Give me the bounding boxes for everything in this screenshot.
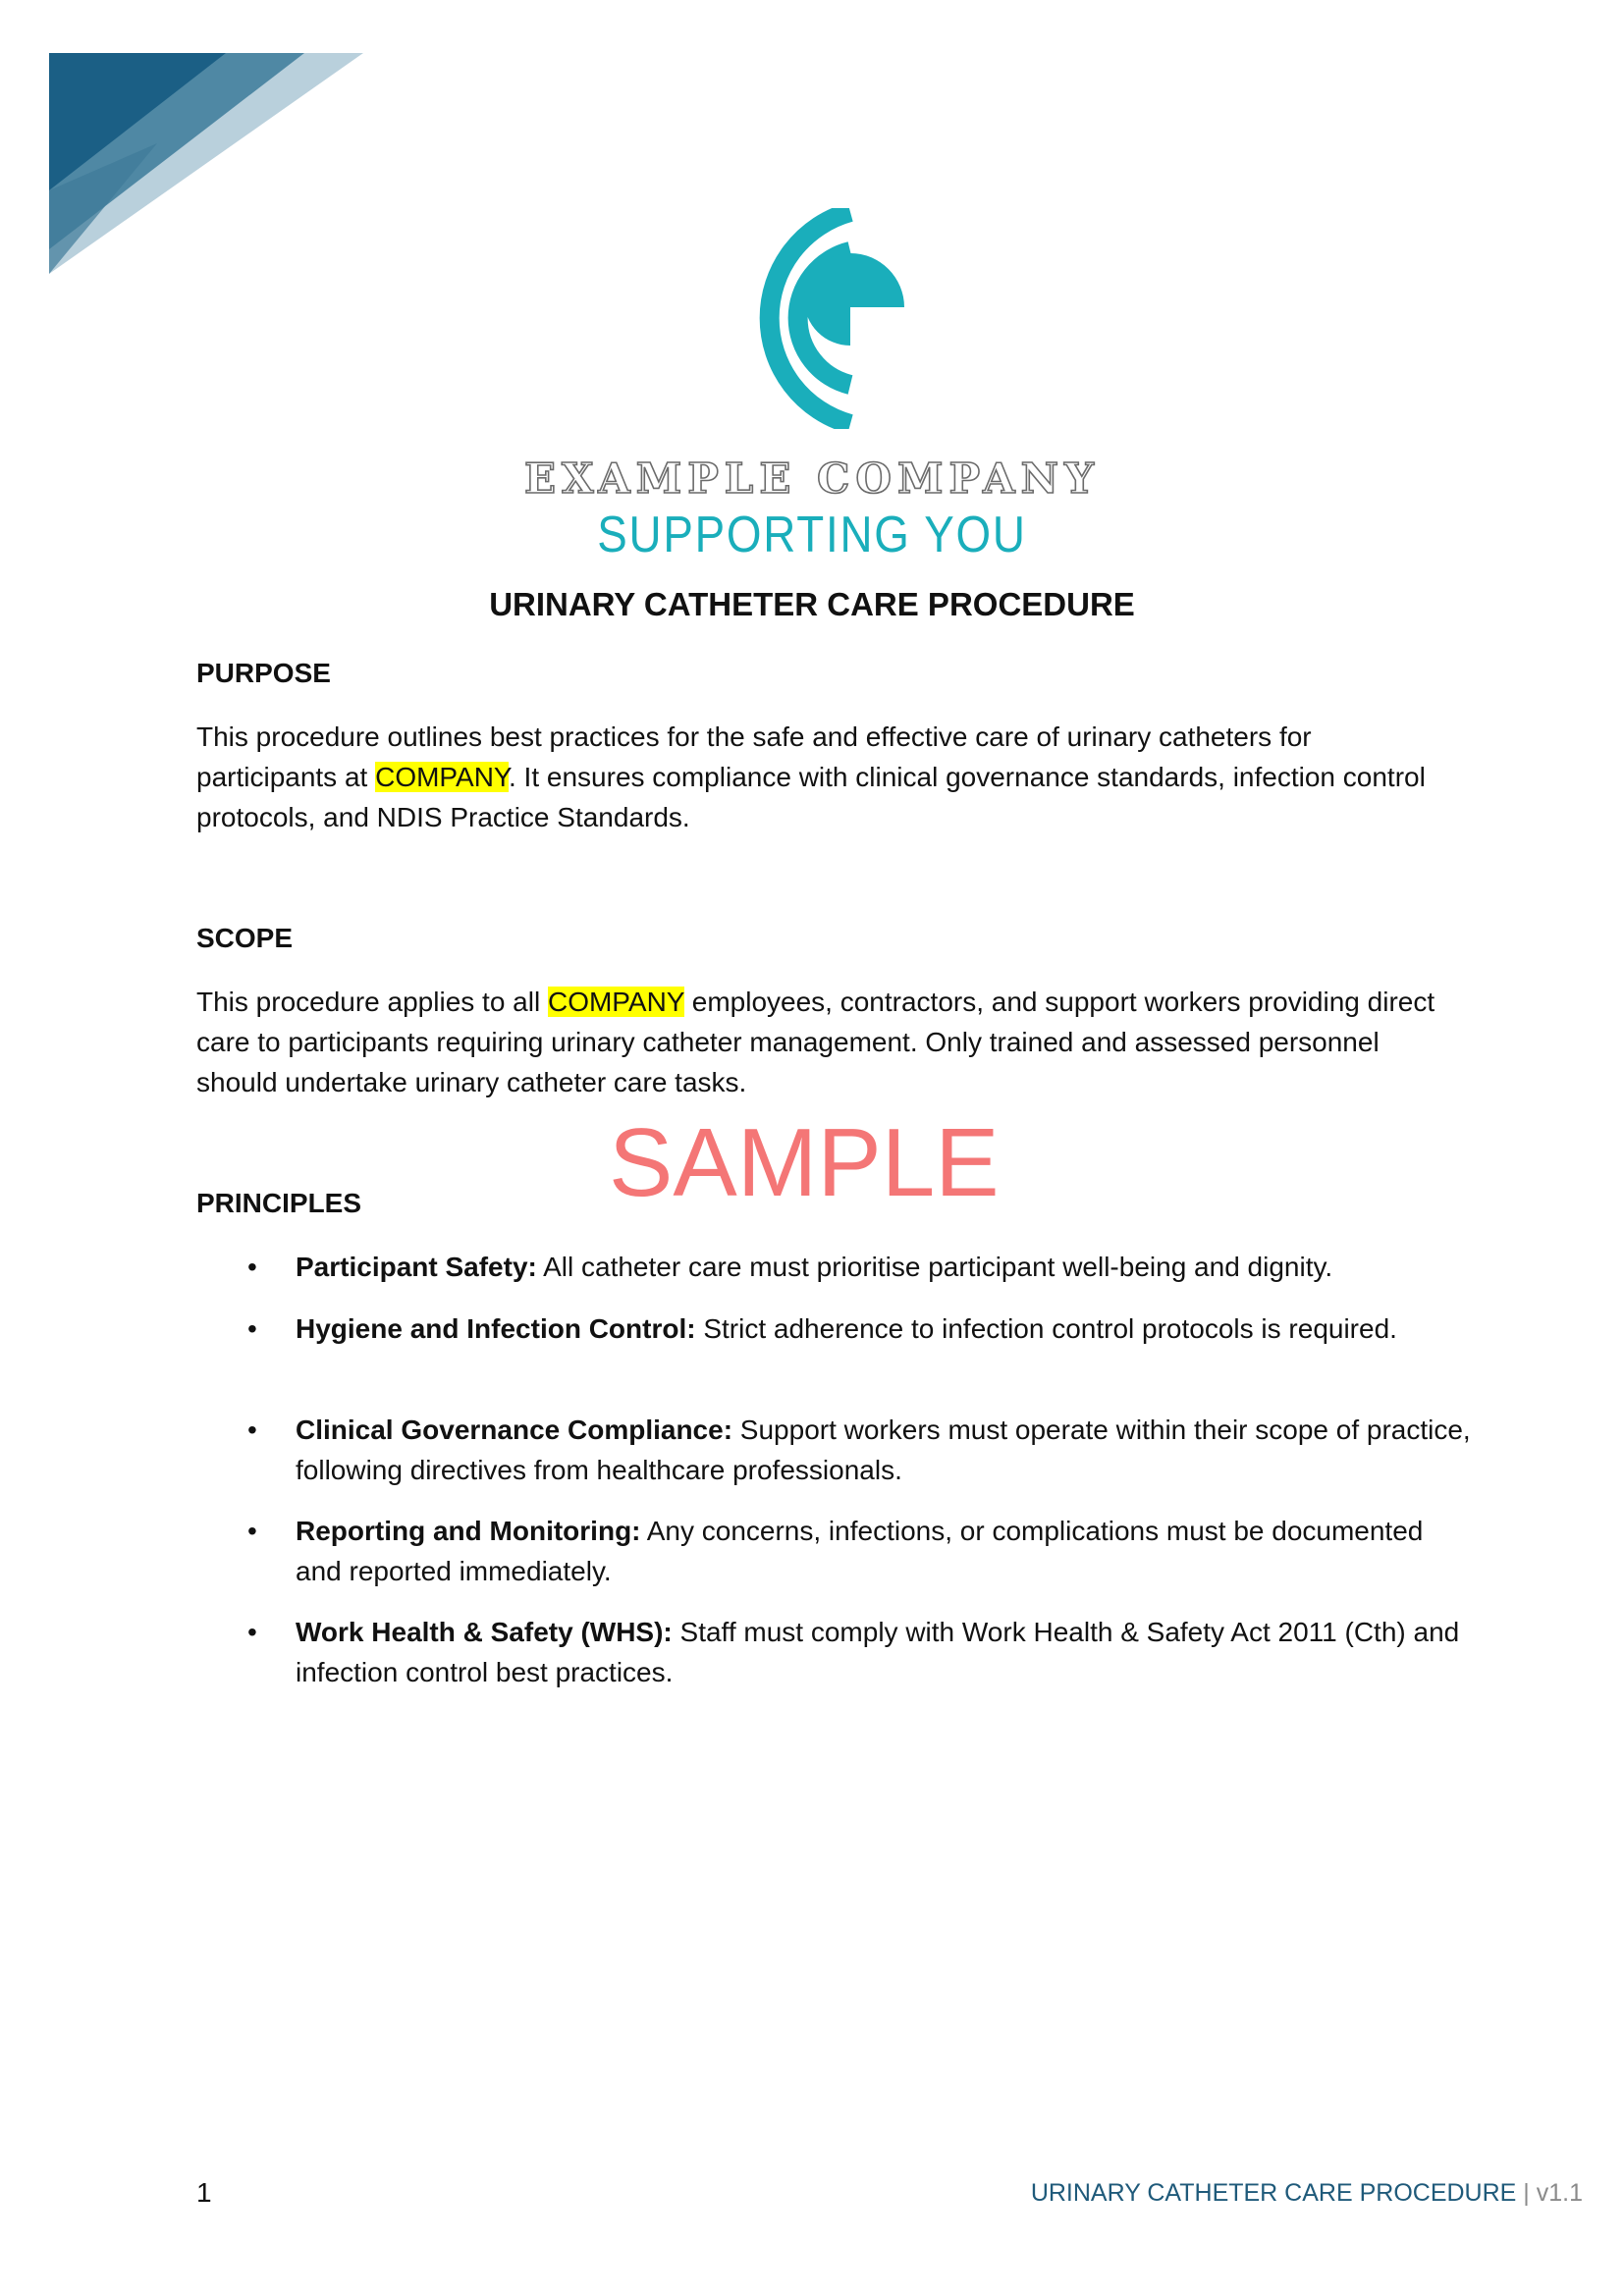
company-tagline: SUPPORTING YOU <box>597 507 1027 563</box>
company-logo-icon <box>725 208 911 429</box>
scope-heading: SCOPE <box>196 923 294 953</box>
footer-title-text: URINARY CATHETER CARE PROCEDURE <box>1030 2179 1517 2207</box>
company-name: EXAMPLE COMPANY <box>524 454 1100 503</box>
footer-document-title <box>1031 2179 1583 2208</box>
company-placeholder-highlight: COMPANY <box>375 762 509 792</box>
company-placeholder-highlight: COMPANY <box>547 987 684 1017</box>
bullet-icon: • <box>247 1516 257 1546</box>
principle-label: Hygiene and Infection Control: <box>296 1313 696 1344</box>
principle-text: Support workers must operate within their scope of practice, following directives from healthcare professionals. <box>296 1415 1471 1485</box>
sample-watermark: SAMPLE <box>609 1108 1000 1216</box>
purpose-heading: PURPOSE <box>196 658 331 688</box>
bullet-icon: • <box>247 1252 257 1282</box>
principle-label: Work Health & Safety (WHS): <box>296 1617 673 1647</box>
corner-decoration <box>49 53 363 274</box>
footer-separator: | <box>1516 2179 1537 2207</box>
purpose-text-before: This procedure outlines best practices for the safe and effective care of urinary catheters for participants at <box>196 721 1312 792</box>
purpose-text-after: . It ensures compliance with clinical governance standards, infection control protocols, and NDIS Practice Standards. <box>196 762 1426 832</box>
principle-label: Clinical Governance Compliance: <box>296 1415 733 1445</box>
purpose-paragraph <box>196 717 1453 837</box>
principle-text: Strict adherence to infection control protocols is required. <box>695 1313 1397 1344</box>
principle-text: Any concerns, infections, or complications must be documented and reported immediately. <box>296 1516 1424 1586</box>
scope-paragraph <box>196 982 1453 1102</box>
scope-text-before: This procedure applies to all <box>196 987 548 1017</box>
principle-text: All catheter care must prioritise participant well-being and dignity. <box>536 1252 1333 1282</box>
page-number: 1 <box>196 2177 212 2208</box>
document-title: URINARY CATHETER CARE PROCEDURE <box>489 586 1135 622</box>
principle-label: Participant Safety: <box>296 1252 537 1282</box>
bullet-icon: • <box>247 1415 257 1445</box>
footer-version: v1.1 <box>1536 2179 1583 2207</box>
scope-text-after: employees, contractors, and support workers providing direct care to participants requiring urinary catheter management. Only trained and assessed personnel should undertake urinary catheter care tasks. <box>196 987 1435 1097</box>
principles-heading: PRINCIPLES <box>196 1188 362 1218</box>
principle-label: Reporting and Monitoring: <box>296 1516 641 1546</box>
principle-text: Staff must comply with Work Health & Safety Act 2011 (Cth) and infection control best practices. <box>296 1617 1460 1687</box>
bullet-icon: • <box>247 1617 257 1647</box>
bullet-icon: • <box>247 1313 257 1344</box>
